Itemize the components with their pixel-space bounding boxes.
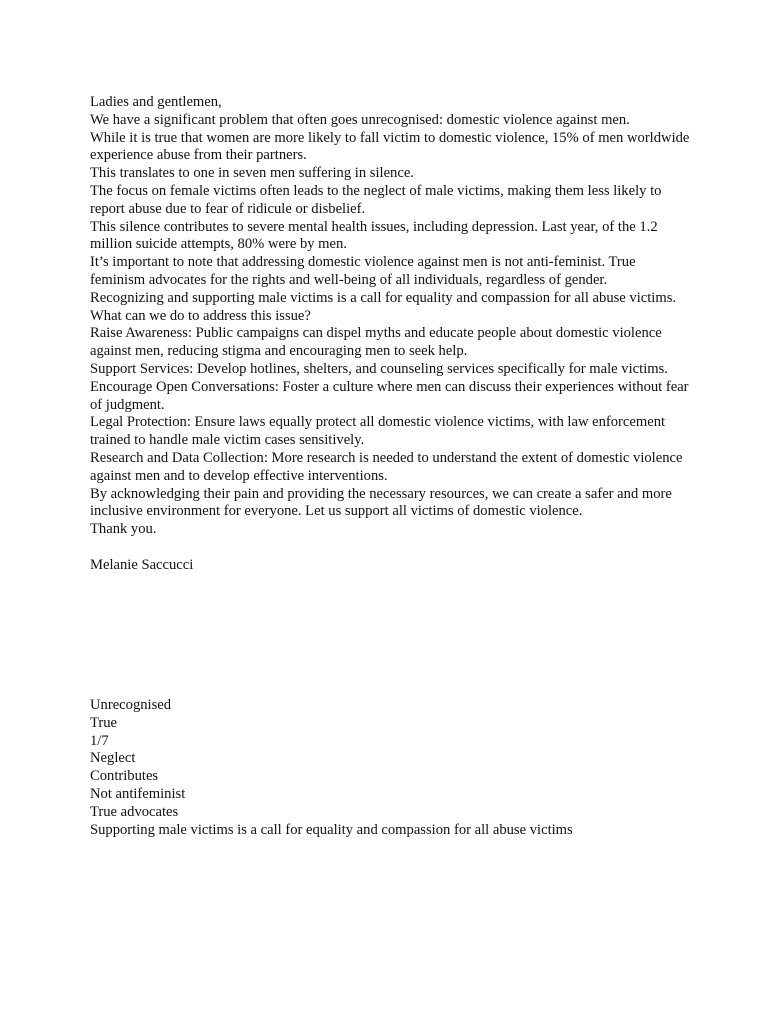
note-item: True [90,714,118,731]
paragraph-statistics: While it is true that women are more likely to fall victim to domestic violence, 15% of men worldwide experience abuse from their partners. [90,129,690,164]
paragraph-mental-health: This silence contributes to severe mental health issues, including depression. Last year, of the 1.2 million suicide attempts, 80% were by men. [90,218,658,253]
signature: Melanie Saccucci [90,556,194,573]
paragraph-support-services: Support Services: Develop hotlines, shelters, and counseling services specifically for male victims. [90,360,668,377]
note-item: Not antifeminist [90,785,186,802]
closing: Thank you. [90,521,157,538]
paragraph-raise-awareness: Raise Awareness: Public campaigns can dispel myths and educate people about domestic violence against men, reducing stigma and encouraging men to seek help. [90,325,662,360]
paragraph-open-conversations: Encourage Open Conversations: Foster a culture where men can discuss their experiences without fear of judgment. [90,378,689,413]
speech-document [90,94,690,575]
paragraph-research: Research and Data Collection: More research is needed to understand the extent of domestic violence against men and to develop effective interventions. [90,449,683,484]
salutation: Ladies and gentlemen, [90,94,222,110]
note-item: Supporting male victims is a call for equality and compassion for all abuse victims [90,821,573,838]
paragraph-equality: Recognizing and supporting male victims is a call for equality and compassion for all abuse victims. [90,289,677,306]
note-item: Contributes [90,768,159,785]
note-item: Neglect [90,750,136,767]
paragraph-question: What can we do to address this issue? [90,307,311,324]
paragraph-feminism: It’s important to note that addressing domestic violence against men is not anti-feminist. True feminism advocates for the rights and well-being of all individuals, regardless of gender. [90,254,636,288]
paragraph-conclusion: By acknowledging their pain and providing the necessary resources, we can create a safer and more inclusive environment for everyone. Let us support all victims of domestic violence. [90,485,672,520]
note-item: 1/7 [90,732,109,749]
paragraph-problem: We have a significant problem that often goes unrecognised: domestic violence against men. [90,111,630,128]
blank-line [90,539,690,557]
paragraph-one-in-seven: This translates to one in seven men suffering in silence. [90,165,414,182]
note-item: Unrecognised [90,697,172,713]
paragraph-neglect: The focus on female victims often leads to the neglect of male victims, making them less likely to report abuse due to fear of ridicule or disbelief. [90,182,662,217]
note-item: True advocates [90,803,179,820]
notes-list [90,697,730,839]
paragraph-legal-protection: Legal Protection: Ensure laws equally protect all domestic violence victims, with law enforcement trained to handle male victim cases sensitively. [90,414,666,449]
